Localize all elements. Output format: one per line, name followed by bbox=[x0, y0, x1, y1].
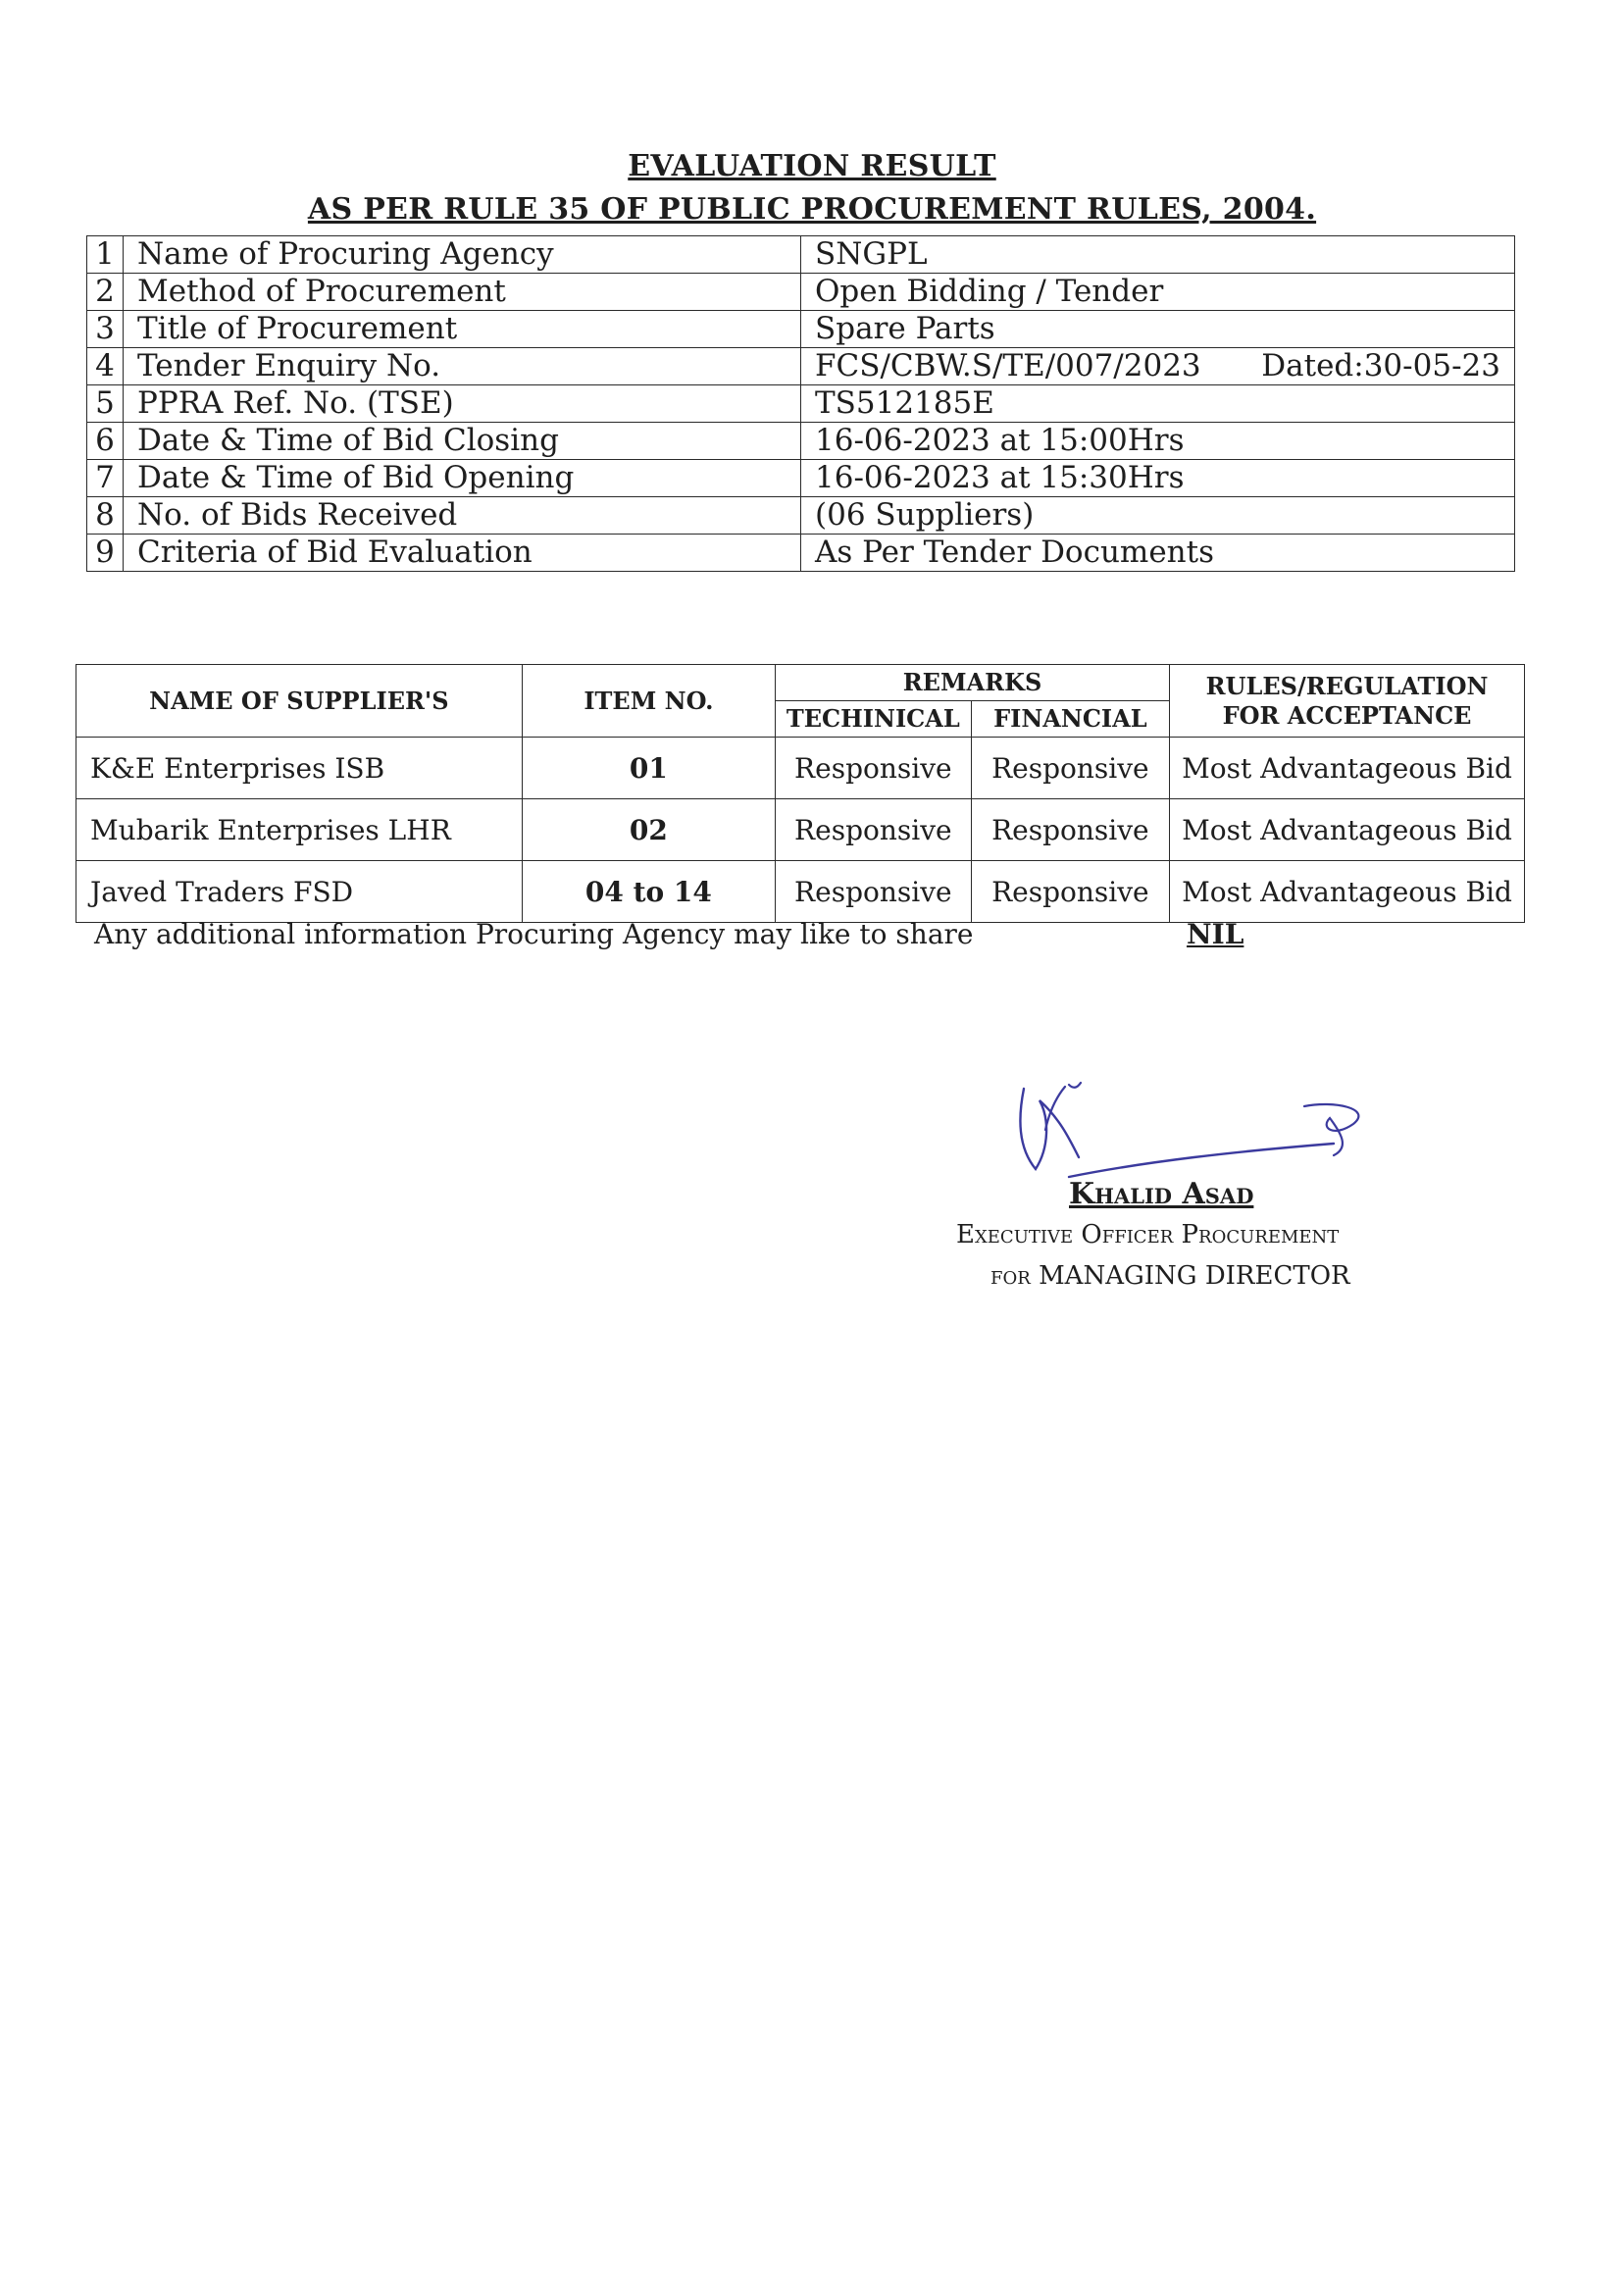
signatory-on-behalf: for MANAGING DIRECTOR bbox=[990, 1261, 1350, 1291]
info-row bbox=[87, 348, 1515, 385]
row-label: PPRA Ref. No. (TSE) bbox=[124, 385, 801, 423]
info-row bbox=[87, 236, 1515, 274]
row-label: No. of Bids Received bbox=[124, 497, 801, 535]
row-label: Tender Enquiry No. bbox=[124, 348, 801, 385]
info-row bbox=[87, 423, 1515, 460]
header-row bbox=[76, 665, 1525, 701]
row-label: Title of Procurement bbox=[124, 311, 801, 348]
technical-remark: Responsive bbox=[775, 799, 971, 861]
rules-header-line: RULES/REGULATION bbox=[1205, 671, 1489, 700]
info-row bbox=[87, 460, 1515, 497]
signatory-name: Khalid Asad bbox=[1069, 1177, 1254, 1211]
row-number: 4 bbox=[87, 348, 124, 385]
financial-remark: Responsive bbox=[971, 799, 1169, 861]
info-row bbox=[87, 535, 1515, 572]
column-header-item-no: ITEM NO. bbox=[522, 665, 775, 738]
row-value-cell bbox=[801, 348, 1515, 385]
document-title: EVALUATION RESULT bbox=[628, 149, 996, 183]
financial-remark: Responsive bbox=[971, 738, 1169, 799]
info-row bbox=[87, 274, 1515, 311]
row-value: Spare Parts bbox=[801, 311, 1515, 348]
row-value: As Per Tender Documents bbox=[801, 535, 1515, 572]
row-value: SNGPL bbox=[801, 236, 1515, 274]
row-label: Name of Procuring Agency bbox=[124, 236, 801, 274]
handwritten-signature bbox=[1010, 1079, 1383, 1187]
row-number: 7 bbox=[87, 460, 124, 497]
item-number: 02 bbox=[522, 799, 775, 861]
row-label: Criteria of Bid Evaluation bbox=[124, 535, 801, 572]
signatory-title: Executive Officer Procurement bbox=[956, 1220, 1340, 1249]
column-header-financial: FINANCIAL bbox=[971, 701, 1169, 738]
financial-remark: Responsive bbox=[971, 861, 1169, 923]
table-row bbox=[76, 738, 1525, 799]
row-number: 9 bbox=[87, 535, 124, 572]
supplier-evaluation-table bbox=[76, 664, 1525, 923]
column-header-rules bbox=[1170, 665, 1525, 738]
supplier-name: Mubarik Enterprises LHR bbox=[76, 799, 523, 861]
info-row bbox=[87, 497, 1515, 535]
row-number: 2 bbox=[87, 274, 124, 311]
row-number: 6 bbox=[87, 423, 124, 460]
rules-header-line: FOR ACCEPTANCE bbox=[1222, 700, 1472, 730]
tender-date: Dated:30-05-23 bbox=[1261, 348, 1500, 383]
technical-remark: Responsive bbox=[775, 861, 971, 923]
row-number: 5 bbox=[87, 385, 124, 423]
row-value: Open Bidding / Tender bbox=[801, 274, 1515, 311]
item-number: 01 bbox=[522, 738, 775, 799]
supplier-name: K&E Enterprises ISB bbox=[76, 738, 523, 799]
row-number: 8 bbox=[87, 497, 124, 535]
row-label: Date & Time of Bid Opening bbox=[124, 460, 801, 497]
additional-info-value: NIL bbox=[1187, 918, 1244, 950]
info-row bbox=[87, 385, 1515, 423]
document-subtitle: AS PER RULE 35 OF PUBLIC PROCUREMENT RULES, 2004. bbox=[307, 192, 1317, 227]
supplier-name: Javed Traders FSD bbox=[76, 861, 523, 923]
column-header-remarks: REMARKS bbox=[775, 665, 1169, 701]
row-value: TS512185E bbox=[801, 385, 1515, 423]
technical-remark: Responsive bbox=[775, 738, 971, 799]
row-value: 16-06-2023 at 15:30Hrs bbox=[801, 460, 1515, 497]
row-label: Date & Time of Bid Closing bbox=[124, 423, 801, 460]
item-number: 04 to 14 bbox=[522, 861, 775, 923]
table-row bbox=[76, 799, 1525, 861]
procurement-info-table bbox=[86, 235, 1515, 572]
acceptance-rule: Most Advantageous Bid bbox=[1170, 738, 1525, 799]
tender-enquiry-number: FCS/CBW.S/TE/007/2023 bbox=[815, 348, 1201, 383]
column-header-technical: TECHINICAL bbox=[775, 701, 971, 738]
acceptance-rule: Most Advantageous Bid bbox=[1170, 799, 1525, 861]
additional-info-note: Any additional information Procuring Agency may like to share bbox=[94, 918, 974, 950]
column-header-supplier-name: NAME OF SUPPLIER'S bbox=[76, 665, 523, 738]
row-number: 1 bbox=[87, 236, 124, 274]
info-row bbox=[87, 311, 1515, 348]
row-number: 3 bbox=[87, 311, 124, 348]
row-label: Method of Procurement bbox=[124, 274, 801, 311]
table-row bbox=[76, 861, 1525, 923]
row-value: (06 Suppliers) bbox=[801, 497, 1515, 535]
row-value: 16-06-2023 at 15:00Hrs bbox=[801, 423, 1515, 460]
acceptance-rule: Most Advantageous Bid bbox=[1170, 861, 1525, 923]
